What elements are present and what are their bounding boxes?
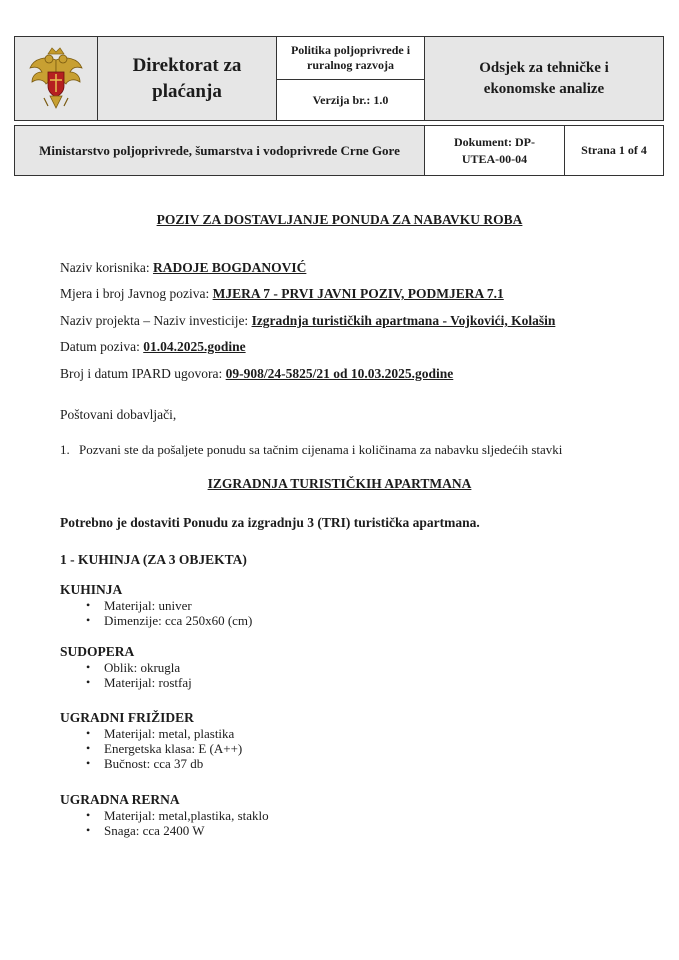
meta-label: Datum poziva: <box>60 339 144 354</box>
list-item: • Materijal: univer <box>60 598 252 613</box>
group-sudopera <box>60 644 192 690</box>
meta-label: Broj i datum IPARD ugovora: <box>60 366 226 381</box>
list-item: • Dimenzije: cca 250x60 (cm) <box>60 613 252 628</box>
list-item: • Materijal: metal,plastika, staklo <box>60 808 269 823</box>
page-number-text: Strana 1 of 4 <box>581 143 647 157</box>
org-name-cell <box>97 36 277 121</box>
page-number-cell <box>564 125 664 176</box>
meta-date <box>60 339 246 355</box>
document-text: Dokument: DP-UTEA-00-04 <box>454 134 535 166</box>
item-list <box>60 660 192 690</box>
ministry-text: Ministarstvo poljoprivrede, šumarstva i vodoprivrede Crne Gore <box>39 143 400 158</box>
meta-value: Izgradnja turističkih apartmana - Vojkovići, Kolašin <box>251 313 556 328</box>
group-rerna <box>60 792 269 838</box>
meta-value: 09-908/24-5825/21 od 10.03.2025.godine <box>225 366 454 381</box>
list-item: • Materijal: rostfaj <box>60 675 192 690</box>
point-text: Pozvani ste da pošaljete ponudu sa tačnim cijenama i količinama za nabavku sljedećih stavki <box>79 442 563 457</box>
list-item: • Bučnost: cca 37 db <box>60 756 242 771</box>
policy-cell <box>276 36 425 80</box>
list-item: • Energetska klasa: E (A++) <box>60 741 242 756</box>
logo-cell <box>14 36 98 121</box>
list-item: • Oblik: okrugla <box>60 660 192 675</box>
group-title: SUDOPERA <box>60 644 135 659</box>
meta-label: Mjera i broj Javnog poziva: <box>60 286 213 301</box>
meta-value: RADOJE BOGDANOVIĆ <box>152 260 307 275</box>
group-title: UGRADNI FRIŽIDER <box>60 710 194 725</box>
coat-of-arms-icon <box>26 46 86 112</box>
org-name: Direktorat za plaćanja <box>132 54 242 102</box>
meta-label: Naziv projekta – Naziv investicije: <box>60 313 252 328</box>
subtitle: IZGRADNJA TURISTIČKIH APARTMANA <box>207 476 472 491</box>
meta-project <box>60 313 555 329</box>
group-title: KUHINJA <box>60 582 123 597</box>
group-kuhinja <box>60 582 252 628</box>
document-title: POZIV ZA DOSTAVLJANJE PONUDA ZA NABAVKU ROBA <box>156 212 523 227</box>
intro-text: Potrebno je dostaviti Ponudu za izgradnju 3 (TRI) turistička apartmana. <box>60 515 480 530</box>
ministry-cell <box>14 125 425 176</box>
group-title: UGRADNA RERNA <box>60 792 180 807</box>
meta-beneficiary <box>60 260 306 276</box>
point-1 <box>60 442 562 458</box>
meta-measure <box>60 286 504 302</box>
list-item: • Materijal: metal, plastika <box>60 726 242 741</box>
policy-text: Politika poljoprivrede i ruralnog razvoja <box>290 43 411 72</box>
version-cell <box>276 79 425 121</box>
department-text: Odsjek za tehničke i ekonomske analize <box>479 59 609 97</box>
version-text: Verzija br.: 1.0 <box>312 92 389 107</box>
item-list <box>60 726 242 771</box>
list-item: • Snaga: cca 2400 W <box>60 823 269 838</box>
point-number: 1. <box>60 442 70 457</box>
group-frizider <box>60 710 242 771</box>
meta-contract <box>60 366 453 382</box>
greeting: Poštovani dobavljači, <box>60 407 177 422</box>
section-heading: 1 - KUHINJA (ZA 3 OBJEKTA) <box>60 552 247 567</box>
item-list <box>60 808 269 838</box>
meta-value: 01.04.2025.godine <box>143 339 246 354</box>
meta-label: Naziv korisnika: <box>60 260 153 275</box>
department-cell <box>424 36 664 121</box>
item-list <box>60 598 252 628</box>
document-cell <box>424 125 565 176</box>
meta-value: MJERA 7 - PRVI JAVNI POZIV, PODMJERA 7.1 <box>212 286 504 301</box>
